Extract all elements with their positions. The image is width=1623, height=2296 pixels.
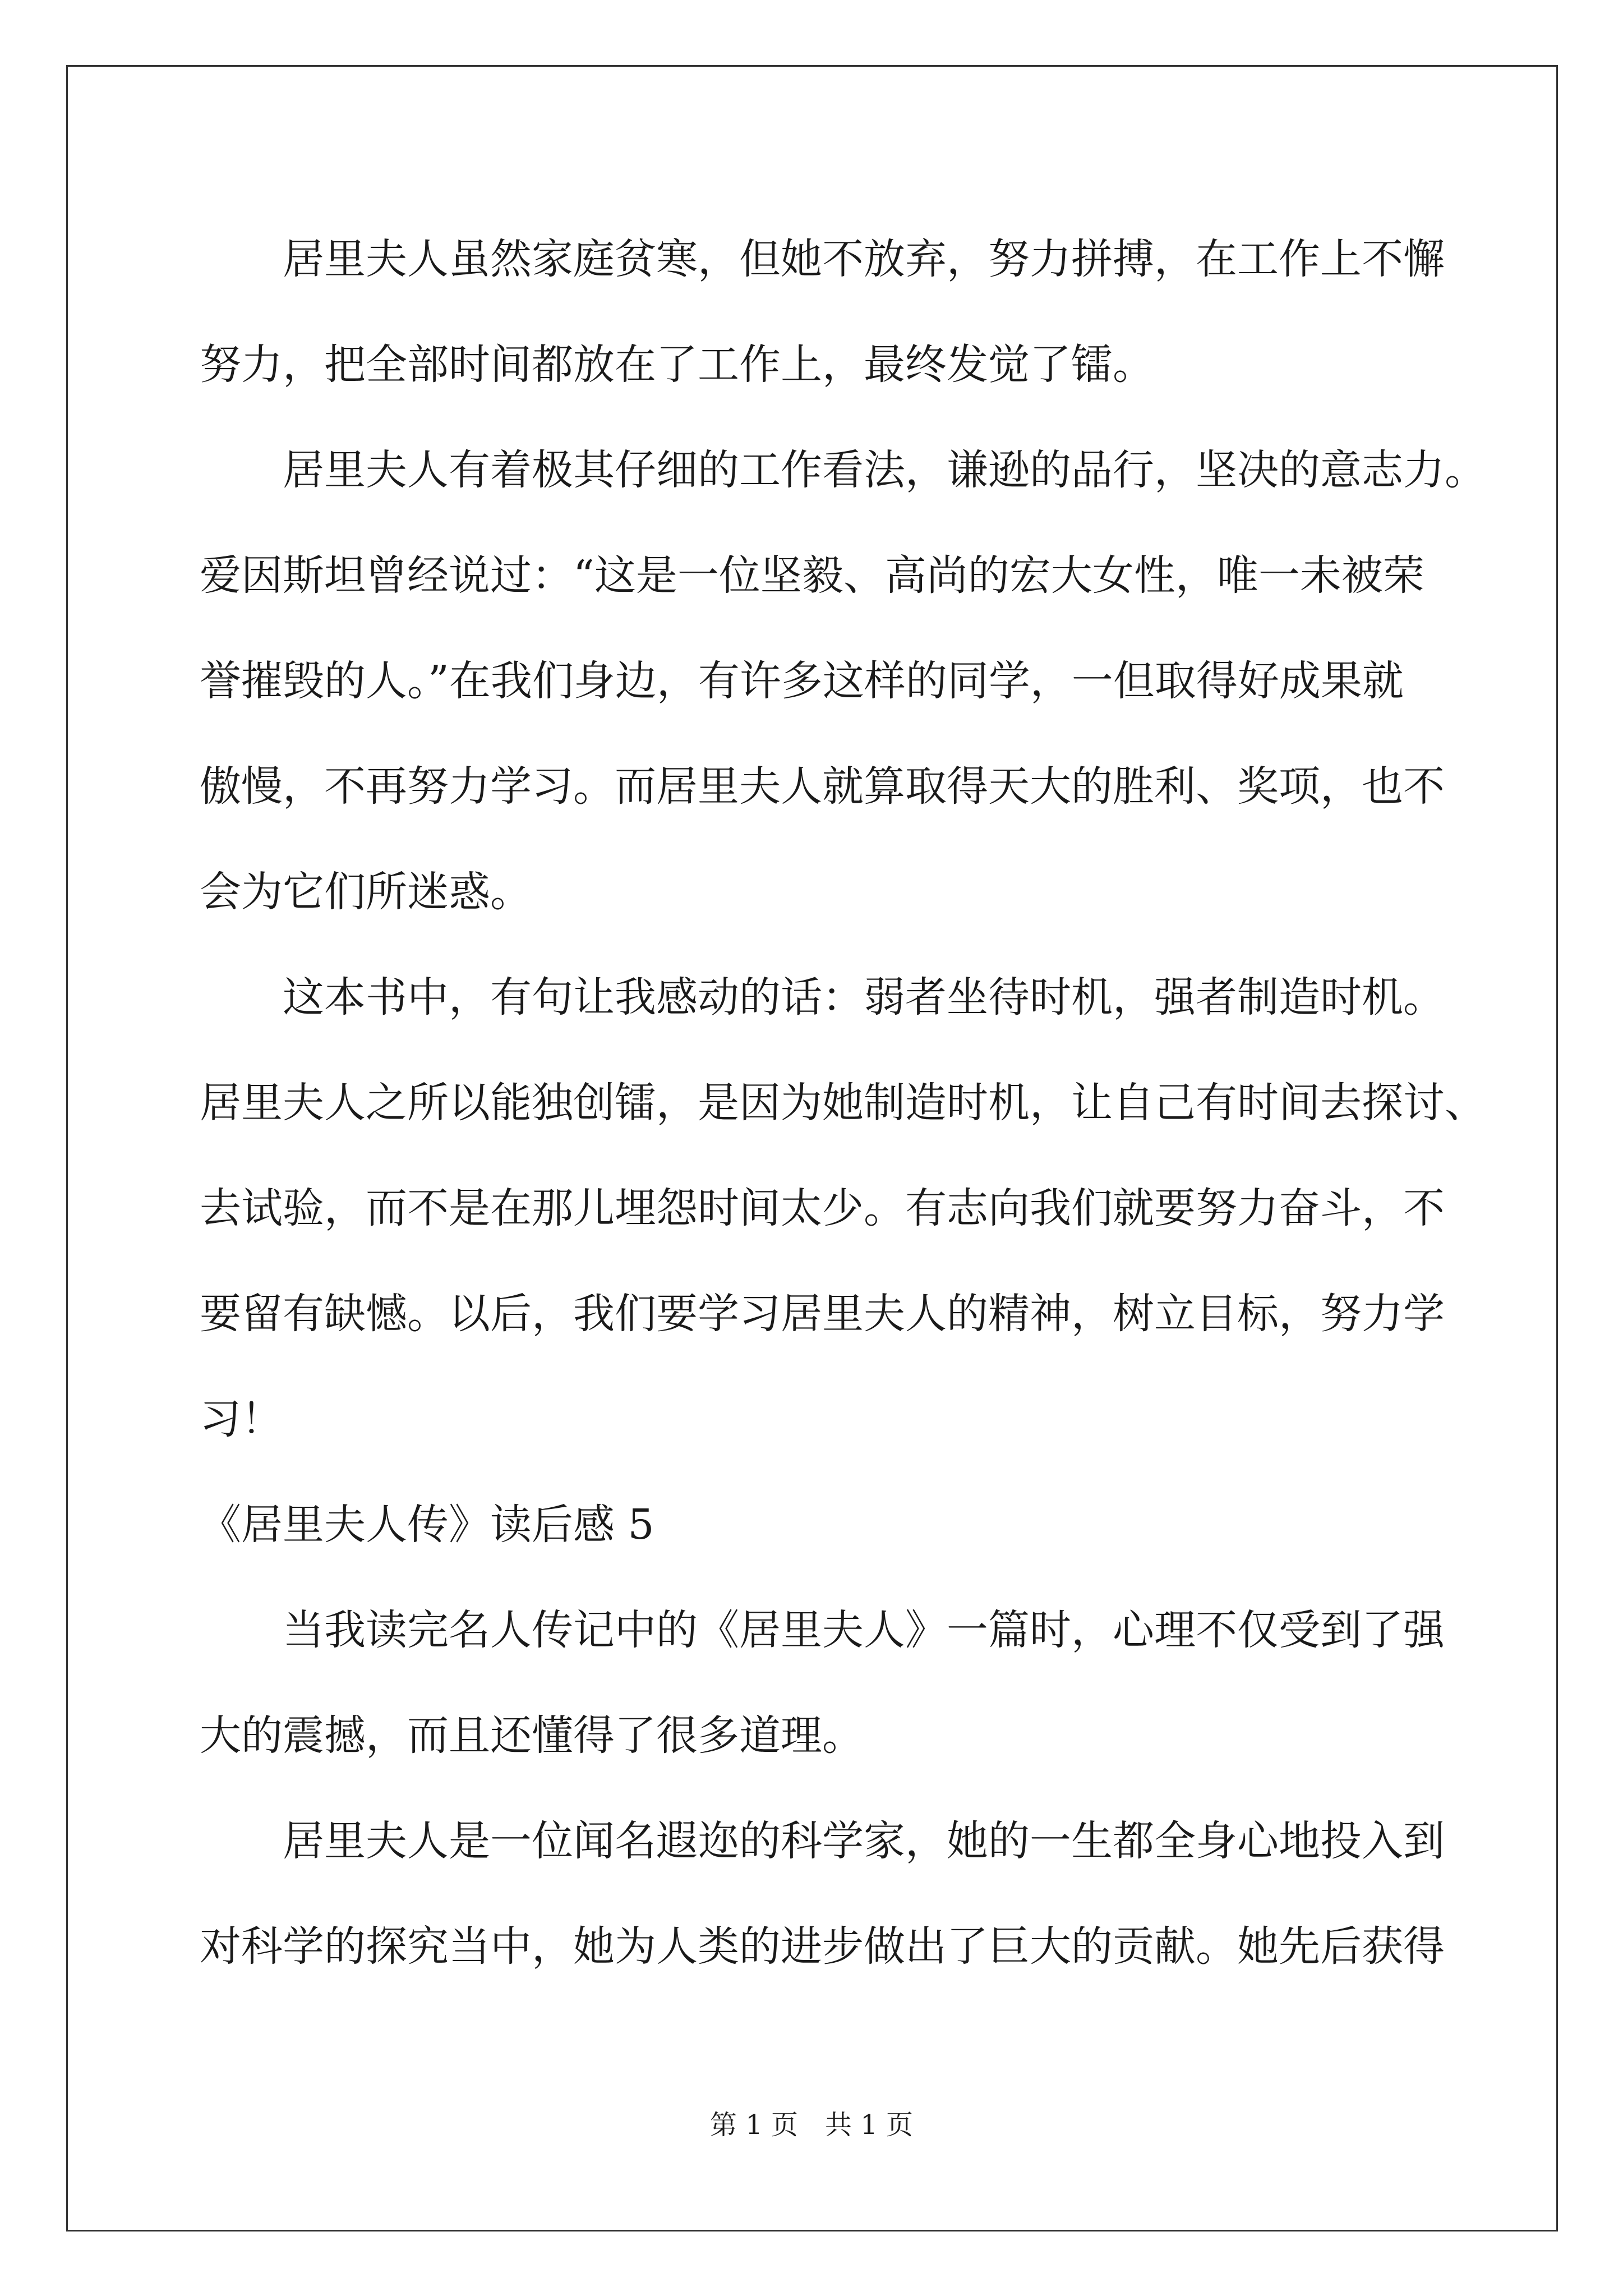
section-paragraph-2-line-1: 居里夫人是一位闻名遐迩的科学家，她的一生都全身心地投入到 [283, 1817, 1445, 1865]
paragraph-2-line-5: 会为它们所迷惑。 [200, 868, 532, 916]
paragraph-1-line-1: 居里夫人虽然家庭贫寒，但她不放弃，努力拼搏，在工作上不懈 [283, 235, 1445, 283]
paragraph-3-line-5: 习！ [200, 1395, 283, 1443]
paragraph-2-line-2: 爱因斯坦曾经说过：“这是一位坚毅、高尚的宏大女性，唯一未被荣 [200, 551, 1424, 600]
paragraph-3-line-4: 要留有缺憾。以后，我们要学习居里夫人的精神，树立目标，努力学 [200, 1290, 1445, 1338]
section-paragraph-2-line-2: 对科学的探究当中，她为人类的进步做出了巨大的贡献。她先后获得 [200, 1922, 1445, 1971]
paragraph-1-line-2: 努力，把全部时间都放在了工作上，最终发觉了镭。 [200, 341, 1154, 389]
paragraph-2-line-3: 誉摧毁的人。”在我们身边，有许多这样的同学，一但取得好成果就 [200, 657, 1404, 705]
document-body [200, 206, 1486, 1999]
paragraph-3-line-2: 居里夫人之所以能独创镭，是因为她制造时机，让自己有时间去探讨、 [200, 1079, 1486, 1127]
section-paragraph-1-line-2: 大的震撼，而且还懂得了很多道理。 [200, 1711, 864, 1760]
section-paragraph-1-line-1: 当我读完名人传记中的《居里夫人》一篇时，心理不仅受到了强 [283, 1606, 1445, 1654]
page-footer: 第 1 页 共 1 页 [709, 2109, 914, 2141]
paragraph-3-line-3: 去试验，而不是在那儿埋怨时间太少。有志向我们就要努力奋斗，不 [200, 1184, 1445, 1232]
paragraph-2-line-4: 傲慢，不再努力学习。而居里夫人就算取得天大的胜利、奖项，也不 [200, 762, 1445, 811]
paragraph-2-line-1: 居里夫人有着极其仔细的工作看法，谦逊的品行，坚决的意志力。 [283, 446, 1486, 494]
section-title: 《居里夫人传》读后感 5 [200, 1501, 654, 1549]
paragraph-3-line-1: 这本书中，有句让我感动的话：弱者坐待时机，强者制造时机。 [283, 973, 1445, 1022]
